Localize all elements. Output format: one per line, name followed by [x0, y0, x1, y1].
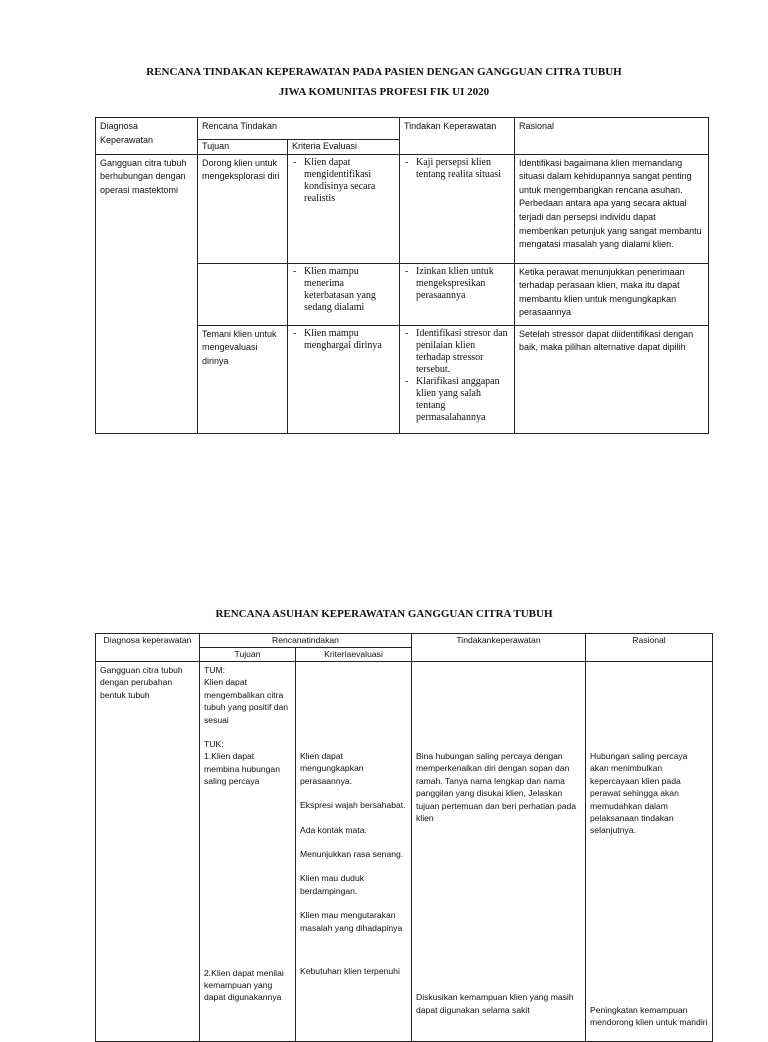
tuk-2: 2.Klien dapat menilai kemampuan yang dapat digunakannya — [204, 967, 284, 1003]
doc2-header-tindakan: Tindakankeperawatan — [412, 634, 586, 662]
kriteria-1-6: Klien mau mengutarakan masalah yang dihadapinya — [300, 910, 403, 933]
care-plan-table — [95, 117, 709, 434]
header-rasional: Rasional — [515, 118, 709, 155]
row1-kriteria: - Klien dapat mengidentifikasi kondisinya secara realistis — [292, 157, 395, 205]
tum-label: TUM: — [204, 665, 226, 675]
tuk-label: TUK: — [204, 739, 224, 750]
doc2-tindakan-cell — [412, 662, 586, 1042]
row2-tindakan: - Izinkan klien untuk mengekspresikan perasaannya — [404, 266, 510, 302]
row3-rasional: Setelah stressor dapat diidentifikasi dengan baik, maka pilihan alternative dapat dipilih — [515, 325, 709, 433]
kriteria-1-2: Ekspresi wajah bersahabat. — [300, 800, 406, 811]
tindakan-2: Diskusikan kemampuan klien yang masih dapat digunakan selama sakit — [416, 992, 574, 1015]
header-kriteria: Kriteria Evaluasi — [288, 140, 400, 155]
doc2-header-kriteria: Kriteriaevaluasi — [296, 648, 412, 662]
row3-tindakan-1: - Identifikasi stresor dan penilaian klien terhadap stressor tersebut. — [404, 328, 510, 376]
tuk-1: 1.Klien dapat membina hubungan saling percaya — [204, 751, 280, 787]
doc2-tujuan-cell — [200, 662, 296, 1042]
doc2-rasional-cell — [586, 662, 713, 1042]
row2-rasional: Ketika perawat menunjukkan penerimaan terhadap perasaan klien, maka itu dapat membantu klien untuk mengungkapkan perasaannya — [515, 263, 709, 325]
kriteria-1-4: Menunjukkan rasa senang. — [300, 849, 404, 860]
doc2-header-diagnosa: Diagnosa keperawatan — [96, 634, 200, 662]
tindakan-1: Bina hubungan saling percaya dengan memperkenalkan diri dengan sopan dan ramah. Tanya nama lengkap dan nama panggilan yang disukai klien, Jelaskan tujuan pertemuan dan beri perhatian pada klien — [416, 751, 577, 824]
row1-tindakan: - Kaji persepsi klien tentang realita situasi — [404, 157, 510, 181]
header-diagnosa: Diagnosa Keperawatan — [96, 118, 198, 155]
header-rencana: Rencana Tindakan — [198, 118, 400, 140]
nursing-care-plan-table — [95, 633, 713, 1042]
diagnosa-cell: Gangguan citra tubuh berhubungan dengan operasi mastektomi — [96, 154, 198, 433]
doc2-header-tujuan: Tujuan — [200, 648, 296, 662]
doc2-header-rencana: Rencanatindakan — [200, 634, 412, 648]
doc2-header-rasional: Rasional — [586, 634, 713, 662]
header-tindakan: Tindakan Keperawatan — [400, 118, 515, 155]
row3-kriteria: - Klien mampu menghargai dirinya — [292, 328, 395, 352]
row3-tindakan-2: - Klarifikasi anggapan klien yang salah tentang permasalahannya — [404, 376, 510, 424]
row1-rasional: Identifikasi bagaimana klien memandang situasi dalam kehidupannya sangat penting untuk mengembangkan rencana asuhan. Perbedaan antara apa yang secara aktual terjadi dan persepsi individu dapat memberikan petunjuk yang sangat membantu mengatasi masalah yang dialami klien. — [515, 154, 709, 263]
doc2-title: RENCANA ASUHAN KEPERAWATAN GANGGUAN CITRA TUBUH — [215, 608, 553, 620]
doc1-title-line1: RENCANA TINDAKAN KEPERAWATAN PADA PASIEN DENGAN GANGGUAN CITRA TUBUH — [146, 66, 622, 78]
doc2-diagnosa-cell: Gangguan citra tubuh dengan perubahan bentuk tubuh — [96, 662, 200, 1042]
rasional-2: Peningkatan kemampuan mendorong klien untuk mandiri — [590, 1004, 708, 1028]
row2-kriteria: - Klien mampu menerima keterbatasan yang sedang dialami — [292, 266, 395, 314]
tum-text: Klien dapat mengembalikan citra tubuh yang positif dan sesuai — [204, 677, 289, 725]
rasional-1: Hubungan saling percaya akan menimbulkan kepercayaan klien pada perawat sehingga akan memudahkan dalam pelaksanaan tindakan selanjutnya. — [590, 751, 688, 836]
row2-tujuan — [198, 263, 288, 325]
doc2-kriteria-cell — [296, 662, 412, 1042]
row1-tujuan: Dorong klien untuk mengeksplorasi diri — [198, 154, 288, 263]
kriteria-1-3: Ada kontak mata. — [300, 824, 367, 835]
kriteria-1-1: Klien dapat mengungkapkan perasaannya. — [300, 751, 364, 786]
kriteria-2: Kebutuhan klien terpenuhi — [300, 966, 400, 977]
row3-tujuan: Temani klien untuk mengevaluasi dirinya — [198, 325, 288, 433]
kriteria-1-5: Klien mau duduk berdampingan. — [300, 873, 365, 896]
header-tujuan: Tujuan — [198, 140, 288, 155]
doc1-title-line2: JIWA KOMUNITAS PROFESI FIK UI 2020 — [278, 86, 490, 98]
